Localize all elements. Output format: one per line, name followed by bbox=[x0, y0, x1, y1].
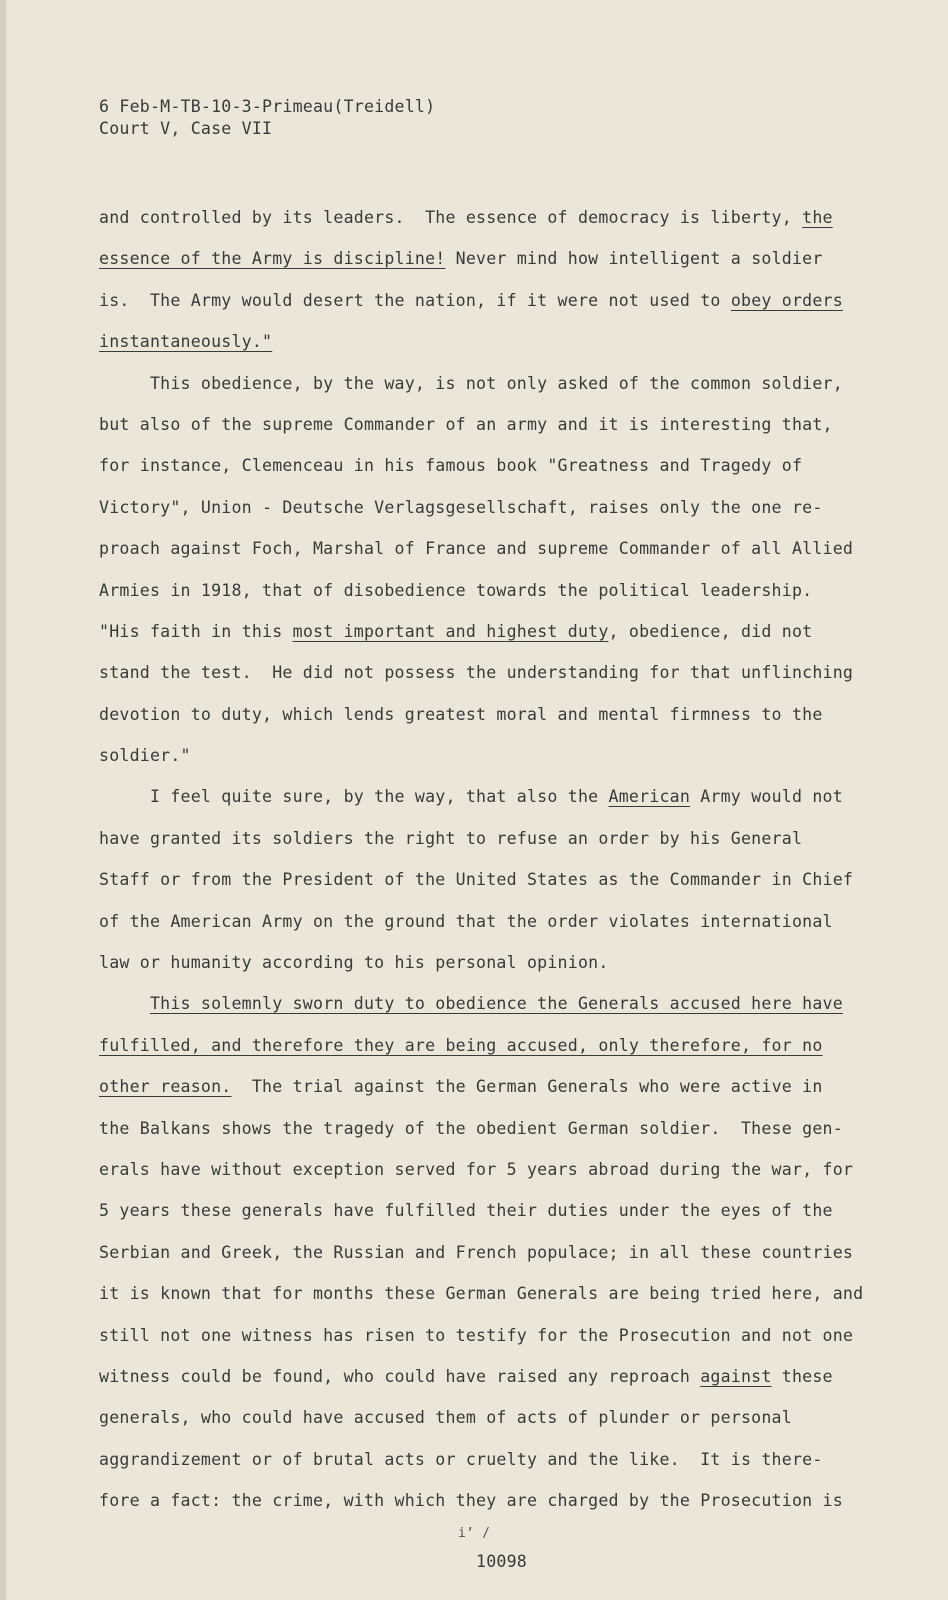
text-segment bbox=[99, 994, 150, 1013]
text-line bbox=[99, 1397, 889, 1438]
underlined-text: most important and highest duty bbox=[292, 621, 609, 641]
text-segment: 5 years these generals have fulfilled their duties under the eyes of the bbox=[99, 1201, 833, 1221]
text-line bbox=[99, 735, 889, 776]
underlined-text: This solemnly sworn duty to obedience the Generals accused here have bbox=[149, 994, 843, 1014]
text-line bbox=[99, 1439, 889, 1480]
text-segment: and controlled by its leaders. The essence of democracy is liberty, bbox=[99, 208, 803, 227]
text-line bbox=[99, 238, 889, 279]
text-segment: , obedience, did not bbox=[608, 621, 813, 641]
text-segment: for instance, Clemenceau in his famous book "Greatness and Tragedy of bbox=[99, 456, 803, 476]
underlined-text: fulfilled, and therefore they are being accused, only therefore, for no bbox=[99, 1035, 823, 1055]
underlined-text: against bbox=[700, 1366, 772, 1386]
text-line bbox=[99, 197, 889, 238]
text-line bbox=[99, 321, 889, 362]
text-line bbox=[99, 776, 889, 817]
text-line bbox=[99, 1232, 889, 1273]
underlined-text: the bbox=[802, 208, 833, 227]
text-segment: devotion to duty, which lends greatest moral and mental firmness to the bbox=[99, 704, 823, 724]
text-segment: generals, who could have accused them of acts of plunder or personal bbox=[99, 1408, 792, 1428]
text-segment: is. The Army would desert the nation, if it were not used to bbox=[99, 290, 731, 310]
text-segment: I feel quite sure, by the way, that also the bbox=[99, 787, 609, 807]
text-segment: have granted its soldiers the right to refuse an order by his General bbox=[99, 828, 803, 848]
document-body bbox=[99, 197, 889, 1522]
text-line bbox=[99, 280, 889, 321]
text-segment: the Balkans shows the tragedy of the obedient German soldier. These gen- bbox=[99, 1118, 843, 1138]
text-segment: "His faith in this bbox=[99, 621, 293, 641]
text-segment: The trial against the German Generals who were active in bbox=[231, 1077, 823, 1097]
text-line bbox=[99, 1066, 889, 1107]
text-segment: soldier." bbox=[99, 746, 191, 766]
underlined-text: American bbox=[608, 787, 691, 807]
text-segment: law or humanity according to his personal opinion. bbox=[99, 953, 609, 973]
text-line bbox=[99, 983, 889, 1024]
text-line bbox=[99, 445, 889, 486]
text-line bbox=[99, 1149, 889, 1190]
page-number: 10098 bbox=[476, 1552, 527, 1571]
text-line bbox=[99, 1190, 889, 1231]
text-segment: of the American Army on the ground that the order violates international bbox=[99, 911, 833, 931]
text-line bbox=[99, 404, 889, 445]
text-line bbox=[99, 1315, 889, 1356]
text-line bbox=[99, 1273, 889, 1314]
text-line bbox=[99, 694, 889, 735]
text-line bbox=[99, 611, 889, 652]
underlined-text: essence of the Army is discipline! bbox=[99, 249, 446, 269]
text-line bbox=[99, 652, 889, 693]
text-line bbox=[99, 859, 889, 900]
text-segment: proach against Foch, Marshal of France and supreme Commander of all Allied bbox=[99, 539, 854, 559]
underlined-text: other reason. bbox=[99, 1077, 232, 1097]
text-segment: This obedience, by the way, is not only asked of the common soldier, bbox=[99, 373, 843, 393]
text-segment: Never mind how intelligent a soldier bbox=[445, 249, 823, 269]
text-segment: Staff or from the President of the United States as the Commander in Chief bbox=[99, 870, 854, 890]
text-segment: stand the test. He did not possess the understanding for that unflinching bbox=[99, 663, 854, 683]
underlined-text: obey orders bbox=[730, 290, 843, 310]
underlined-text: instantaneously." bbox=[99, 332, 273, 352]
text-segment: aggrandizement or of brutal acts or cruelty and the like. It is there- bbox=[99, 1449, 823, 1469]
handwritten-mark: i’ / bbox=[458, 1526, 491, 1541]
text-line bbox=[99, 363, 889, 404]
header-reference: 6 Feb-M-TB-10-3-Primeau(Treidell) bbox=[99, 97, 436, 116]
text-line bbox=[99, 942, 889, 983]
header-court-case: Court V, Case VII bbox=[99, 119, 273, 138]
text-line bbox=[99, 1108, 889, 1149]
text-segment: Victory", Union - Deutsche Verlagsgesellschaft, raises only the one re- bbox=[99, 497, 823, 517]
text-line bbox=[99, 1480, 889, 1521]
document-header bbox=[99, 96, 435, 140]
text-segment: Armies in 1918, that of disobedience towards the political leadership. bbox=[99, 580, 813, 600]
text-segment: still not one witness has risen to testify for the Prosecution and not one bbox=[99, 1325, 854, 1345]
text-segment: these bbox=[771, 1366, 833, 1386]
text-segment: erals have without exception served for 5 years abroad during the war, for bbox=[99, 1159, 854, 1179]
text-segment: Army would not bbox=[690, 787, 843, 807]
text-line bbox=[99, 1356, 889, 1397]
text-segment: witness could be found, who could have raised any reproach bbox=[99, 1366, 701, 1386]
text-line bbox=[99, 487, 889, 528]
text-line bbox=[99, 901, 889, 942]
text-segment: but also of the supreme Commander of an army and it is interesting that, bbox=[99, 414, 833, 434]
text-segment: it is known that for months these German Generals are being tried here, and bbox=[99, 1284, 864, 1304]
text-line bbox=[99, 1025, 889, 1066]
text-line bbox=[99, 528, 889, 569]
text-line bbox=[99, 818, 889, 859]
text-line bbox=[99, 570, 889, 611]
text-segment: fore a fact: the crime, with which they are charged by the Prosecution is bbox=[99, 1491, 843, 1511]
text-segment: Serbian and Greek, the Russian and French populace; in all these countries bbox=[99, 1242, 854, 1262]
